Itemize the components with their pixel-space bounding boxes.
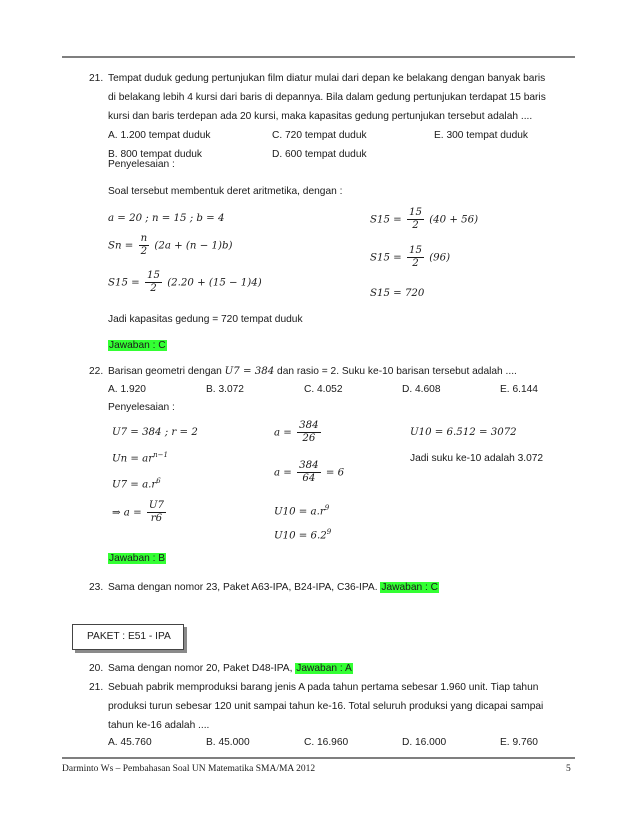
paket-label: PAKET : E51 - IPA [87, 631, 171, 642]
c2-l1-den: 26 [302, 433, 316, 444]
s15c-lhs: S15 = [370, 252, 402, 264]
c1-l4-lhs: ⇒ a = [112, 507, 142, 519]
footer-rule [62, 757, 575, 759]
q22-c1-line4 [112, 500, 168, 525]
q20-text: Sama dengan nomor 20, Paket D48-IPA, [108, 663, 296, 674]
sn-fraction [139, 233, 150, 258]
c1-l4-num: U7 [148, 500, 164, 511]
q22-c2-line3 [274, 504, 329, 517]
c1-l3-base: U7 = a.r [112, 479, 157, 491]
q21a-line3: kursi dan baris terdepan ada 20 kursi, maka kapasitas gedung pertunjukan tersebut adalah .... [108, 111, 533, 122]
header-rule [62, 56, 575, 58]
sn-den: 2 [140, 246, 148, 257]
c2-l1-num: 384 [299, 420, 319, 431]
s15b-den: 2 [412, 220, 419, 231]
c1-l2-base: Un = ar [112, 453, 154, 465]
s15a-rhs: (2.20 + (15 − 1)4) [167, 277, 262, 289]
q21b-line2: produksi turun sebesar 120 unit sampai tahun ke-16. Total seluruh produksi yang dicapai sampai [108, 701, 544, 712]
c2-l2-num: 384 [299, 460, 319, 471]
q21a-s15-step1 [108, 270, 262, 295]
footer-title: Darminto Ws – Pembahasan Soal UN Matematika SMA/MA 2012 [62, 764, 316, 774]
q22-option-c: C. 4.052 [304, 384, 343, 395]
q21b-number: 21. [89, 682, 104, 693]
c2-l2-den: 64 [302, 473, 316, 484]
q20-answer: Jawaban : A [296, 663, 352, 674]
c2-l2-lhs: a = [274, 467, 292, 479]
q21a-number: 21. [89, 73, 104, 84]
c1-l4-den: r6 [150, 513, 163, 524]
q22-option-b: B. 3.072 [206, 384, 244, 395]
c2-l1-fraction [297, 420, 320, 445]
q22-c1-line1: U7 = 384 ; r = 2 [112, 427, 198, 438]
q23-text-line [108, 582, 439, 593]
q22-number: 22. [89, 366, 104, 377]
q22-option-d: D. 4.608 [402, 384, 441, 395]
c2-l2-fraction [297, 460, 320, 485]
q22-c2-line2 [274, 460, 344, 485]
q22-penyelesaian: Penyelesaian : [108, 402, 175, 413]
q22-answer: Jawaban : B [109, 553, 166, 564]
q21a-line2: di belakang lebih 4 kursi dari baris di depannya. Bila dalam gedung pertunjukan terdapat 15 baris [108, 92, 546, 103]
q22-text-math: U7 = 384 [224, 366, 275, 377]
q21a-option-c: C. 720 tempat duduk [272, 130, 367, 141]
q22-option-a: A. 1.920 [108, 384, 146, 395]
q21a-option-d: D. 600 tempat duduk [272, 149, 367, 160]
s15b-lhs: S15 = [370, 214, 402, 226]
page-number: 5 [566, 764, 571, 774]
q23-number: 23. [89, 582, 104, 593]
c2-l4-sup: 9 [326, 528, 332, 536]
q20-number: 20. [89, 663, 104, 674]
sn-rhs: (2a + (n − 1)b) [154, 240, 233, 252]
c2-l1-lhs: a = [274, 427, 292, 439]
q22-c1-line2 [112, 451, 168, 464]
paket-box [72, 624, 184, 650]
q22-text-pre: Barisan geometri dengan [108, 366, 225, 377]
q22-c3-line1: U10 = 6.512 = 3072 [410, 427, 517, 438]
s15b-fraction [407, 207, 424, 232]
s15a-fraction [145, 270, 162, 295]
q21a-s15-result: S15 = 720 [370, 288, 425, 299]
q21b-option-c: C. 16.960 [304, 737, 349, 748]
c2-l4-base: U10 = 6.2 [274, 530, 327, 542]
q23-text: Sama dengan nomor 23, Paket A63-IPA, B24-IPA, C36-IPA. [108, 582, 381, 593]
q21b-option-b: B. 45.000 [206, 737, 250, 748]
s15a-lhs: S15 = [108, 277, 140, 289]
c2-l3-base: U10 = a.r [274, 506, 325, 518]
sn-num: n [140, 233, 148, 244]
q21a-penyelesaian: Penyelesaian : [108, 159, 175, 170]
c1-l2-sup: n−1 [153, 451, 168, 459]
q21a-line1: Tempat duduk gedung pertunjukan film diatur mulai dari depan ke belakang dengan banyak baris [108, 73, 546, 84]
q20-text-line [108, 663, 353, 674]
q21a-answer: Jawaban : C [109, 340, 166, 351]
q22-option-e: E. 6.144 [500, 384, 538, 395]
s15c-den: 2 [412, 258, 419, 269]
s15b-rhs: (40 + 56) [429, 214, 479, 226]
s15c-num: 15 [408, 245, 422, 256]
q21a-s15-step3 [370, 245, 450, 270]
q21a-sn-formula [108, 233, 232, 258]
q22-c2-line1 [274, 420, 323, 445]
s15a-num: 15 [146, 270, 160, 281]
q22-text [108, 366, 517, 377]
q23-answer: Jawaban : C [381, 582, 439, 593]
q21a-option-b: B. 800 tempat duduk [108, 149, 203, 160]
s15b-num: 15 [408, 207, 422, 218]
q21a-intro: Soal tersebut membentuk deret aritmetika, dengan : [108, 186, 343, 197]
q21b-line1: Sebuah pabrik memproduksi barang jenis A pada tahun pertama sebesar 1.960 unit. Tiap tahun [108, 682, 539, 693]
c1-l3-sup: 6 [156, 477, 161, 485]
q22-text-post: dan rasio = 2. Suku ke-10 barisan tersebut adalah .... [274, 366, 517, 377]
c1-l4-fraction [147, 500, 166, 525]
q21b-option-d: D. 16.000 [402, 737, 447, 748]
q22-c3-line2: Jadi suku ke-10 adalah 3.072 [410, 453, 544, 464]
c2-l2-rhs: = 6 [325, 467, 345, 479]
q21a-s15-step2 [370, 207, 478, 232]
s15c-rhs: (96) [429, 252, 451, 264]
q21a-given: a = 20 ; n = 15 ; b = 4 [108, 213, 225, 224]
q21b-option-a: A. 45.760 [108, 737, 152, 748]
q21b-option-e: E. 9.760 [500, 737, 538, 748]
q21a-option-e: E. 300 tempat duduk [434, 130, 529, 141]
sn-lhs: Sn = [108, 240, 134, 252]
s15c-fraction [407, 245, 424, 270]
q22-c1-line3 [112, 477, 161, 490]
q22-c2-line4 [274, 528, 331, 541]
s15a-den: 2 [150, 283, 157, 294]
c2-l3-sup: 9 [324, 504, 330, 512]
q21a-option-a: A. 1.200 tempat duduk [108, 130, 211, 141]
q21b-line3: tahun ke-16 adalah .... [108, 720, 210, 731]
q21a-conclusion: Jadi kapasitas gedung = 720 tempat duduk [108, 314, 303, 325]
